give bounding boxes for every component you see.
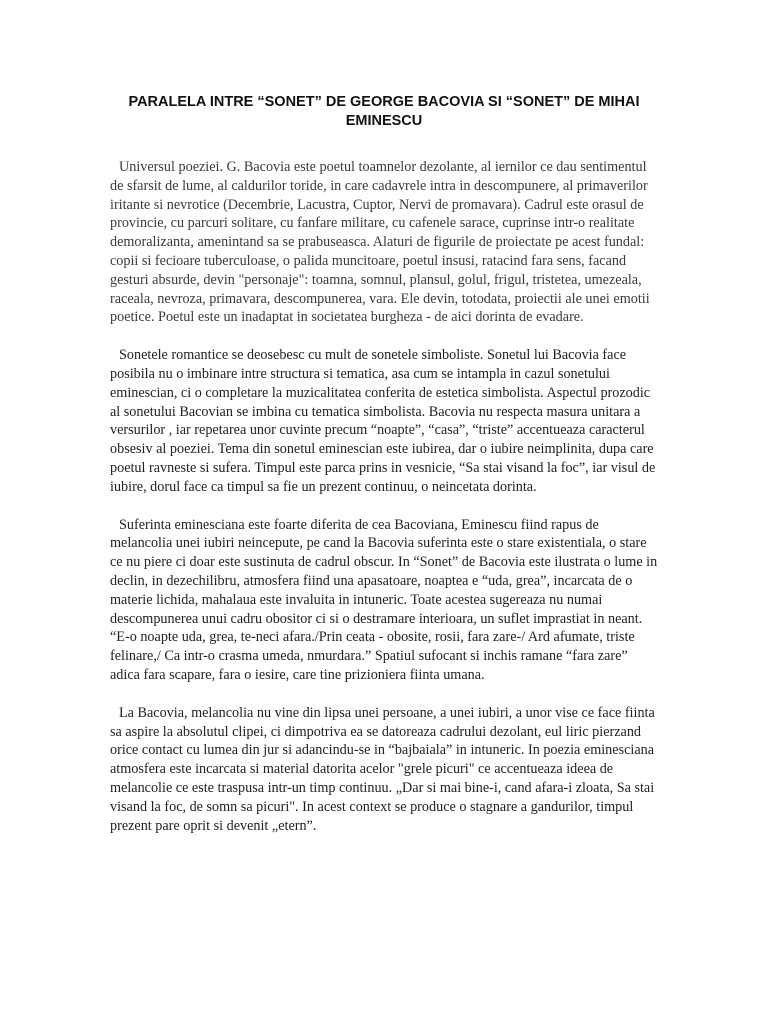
paragraph-4: La Bacovia, melancolia nu vine din lipsa unei persoane, a unei iubiri, a unor vise ce face fiinta sa aspire la absolutul clipei, ci dimpotriva ea se datoreaza cadrului dezolant, eul liric pierzand orice contact cu lumea din jur si adancindu-se in “bajbaiala” in intuneric. In poezia eminesciana atmosfera este incarcata si material datorita acelor "grele picuri" ce accentueaza ideea de melancolie ce este traspusa intr-un timp continuu. „Dar si mai bine-i, cand afara-i zloata, Sa stai visand la foc, de somn sa picuri". In acest context se produce o stagnare a gandurilor, timpul prezent pare oprit si devenit „etern”. xyxy=(110,704,655,834)
document-title: PARALELA INTRE “SONET” DE GEORGE BACOVIA SI “SONET” DE MIHAI EMINESCU xyxy=(128,94,640,129)
paragraph-3: Suferinta eminesciana este foarte diferita de cea Bacoviana, Eminescu fiind rapus de melancolia unei iubiri neincepute, pe cand la Bacovia suferinta este o stare existentiala, o stare ce nu piere ci doar este sustinuta de cadrul obscur. In “Sonet” de Bacovia este ilustrata o lume in declin, in dezechilibru, atmosfera fiind una apasatoare, noaptea e “uda, grea”, incarcata de o materie lichida, mahalaua este invaluita in intuneric. Toate acestea sugereaza nu numai descompunerea unui cadru obositor ci si o destramare interioara, un suflet imprastiat in neant. “E-o noapte uda, grea, te-neci afara./Prin ceata - obosite, rosii, fara zare-/ Ard afumate, triste felinare,/ Ca intr-o crasma umeda, nmurdara.” Spatiul sufocant si inchis ramane “fara zare” adica fara scapare, fara o iesire, care tine prizioniera fiinta umana. xyxy=(110,516,658,683)
document-page xyxy=(110,93,658,854)
paragraph-1: Universul poeziei. G. Bacovia este poetul toamnelor dezolante, al iernilor ce dau sentimentul de sfarsit de lume, al caldurilor toride, in care cadavrele intra in descompunere, al primaverilor iritante si nevrotice (Decembrie, Lacustra, Cuptor, Nervi de promavara). Cadrul este orasul de provincie, cu parcuri solitare, cu fanfare militare, cu cafenele sarace, cuprinse intr-o realitate demoralizanta, amenintand sa se prabuseasca. Alaturi de figurile de proiectate pe acest fundal: copii si fecioare tuberculoase, o palida muncitoare, poetul insusi, ratacind fara sens, facand gesturi absurde, devin "personaje": toamna, somnul, plansul, golul, frigul, tristetea, umezeala, raceala, nevroza, primavara, descompunerea, vara. Ele devin, totodata, proiectii ale unei emotii poetice. Poetul este un inadaptat in societatea burgheza - de aici dorinta de evadare. xyxy=(110,159,650,326)
paragraph-2: Sonetele romantice se deosebesc cu mult de sonetele simboliste. Sonetul lui Bacovia face posibila nu o imbinare intre structura si tematica, asa cum se intampla in cazul sonetului eminescian, ci o completare la muzicalitatea conferita de estetica simbolista. Aspectul prozodic al sonetului Bacovian se imbina cu tematica simbolista. Bacovia nu respecta masura unitara a versurilor , iar repetarea unor cuvinte precum “noapte”, “casa”, “triste” accentueaza caracterul obsesiv al poeziei. Tema din sonetul eminescian este iubirea, dar o iubire neimplinita, dupa care poetul ravneste si sufera. Timpul este parca prins in vesnicie, “Sa stai visand la foc”, iar visul de iubire, dorul face ca timpul sa fie un prezent continuu, o neincetata dorinta. xyxy=(110,347,656,495)
